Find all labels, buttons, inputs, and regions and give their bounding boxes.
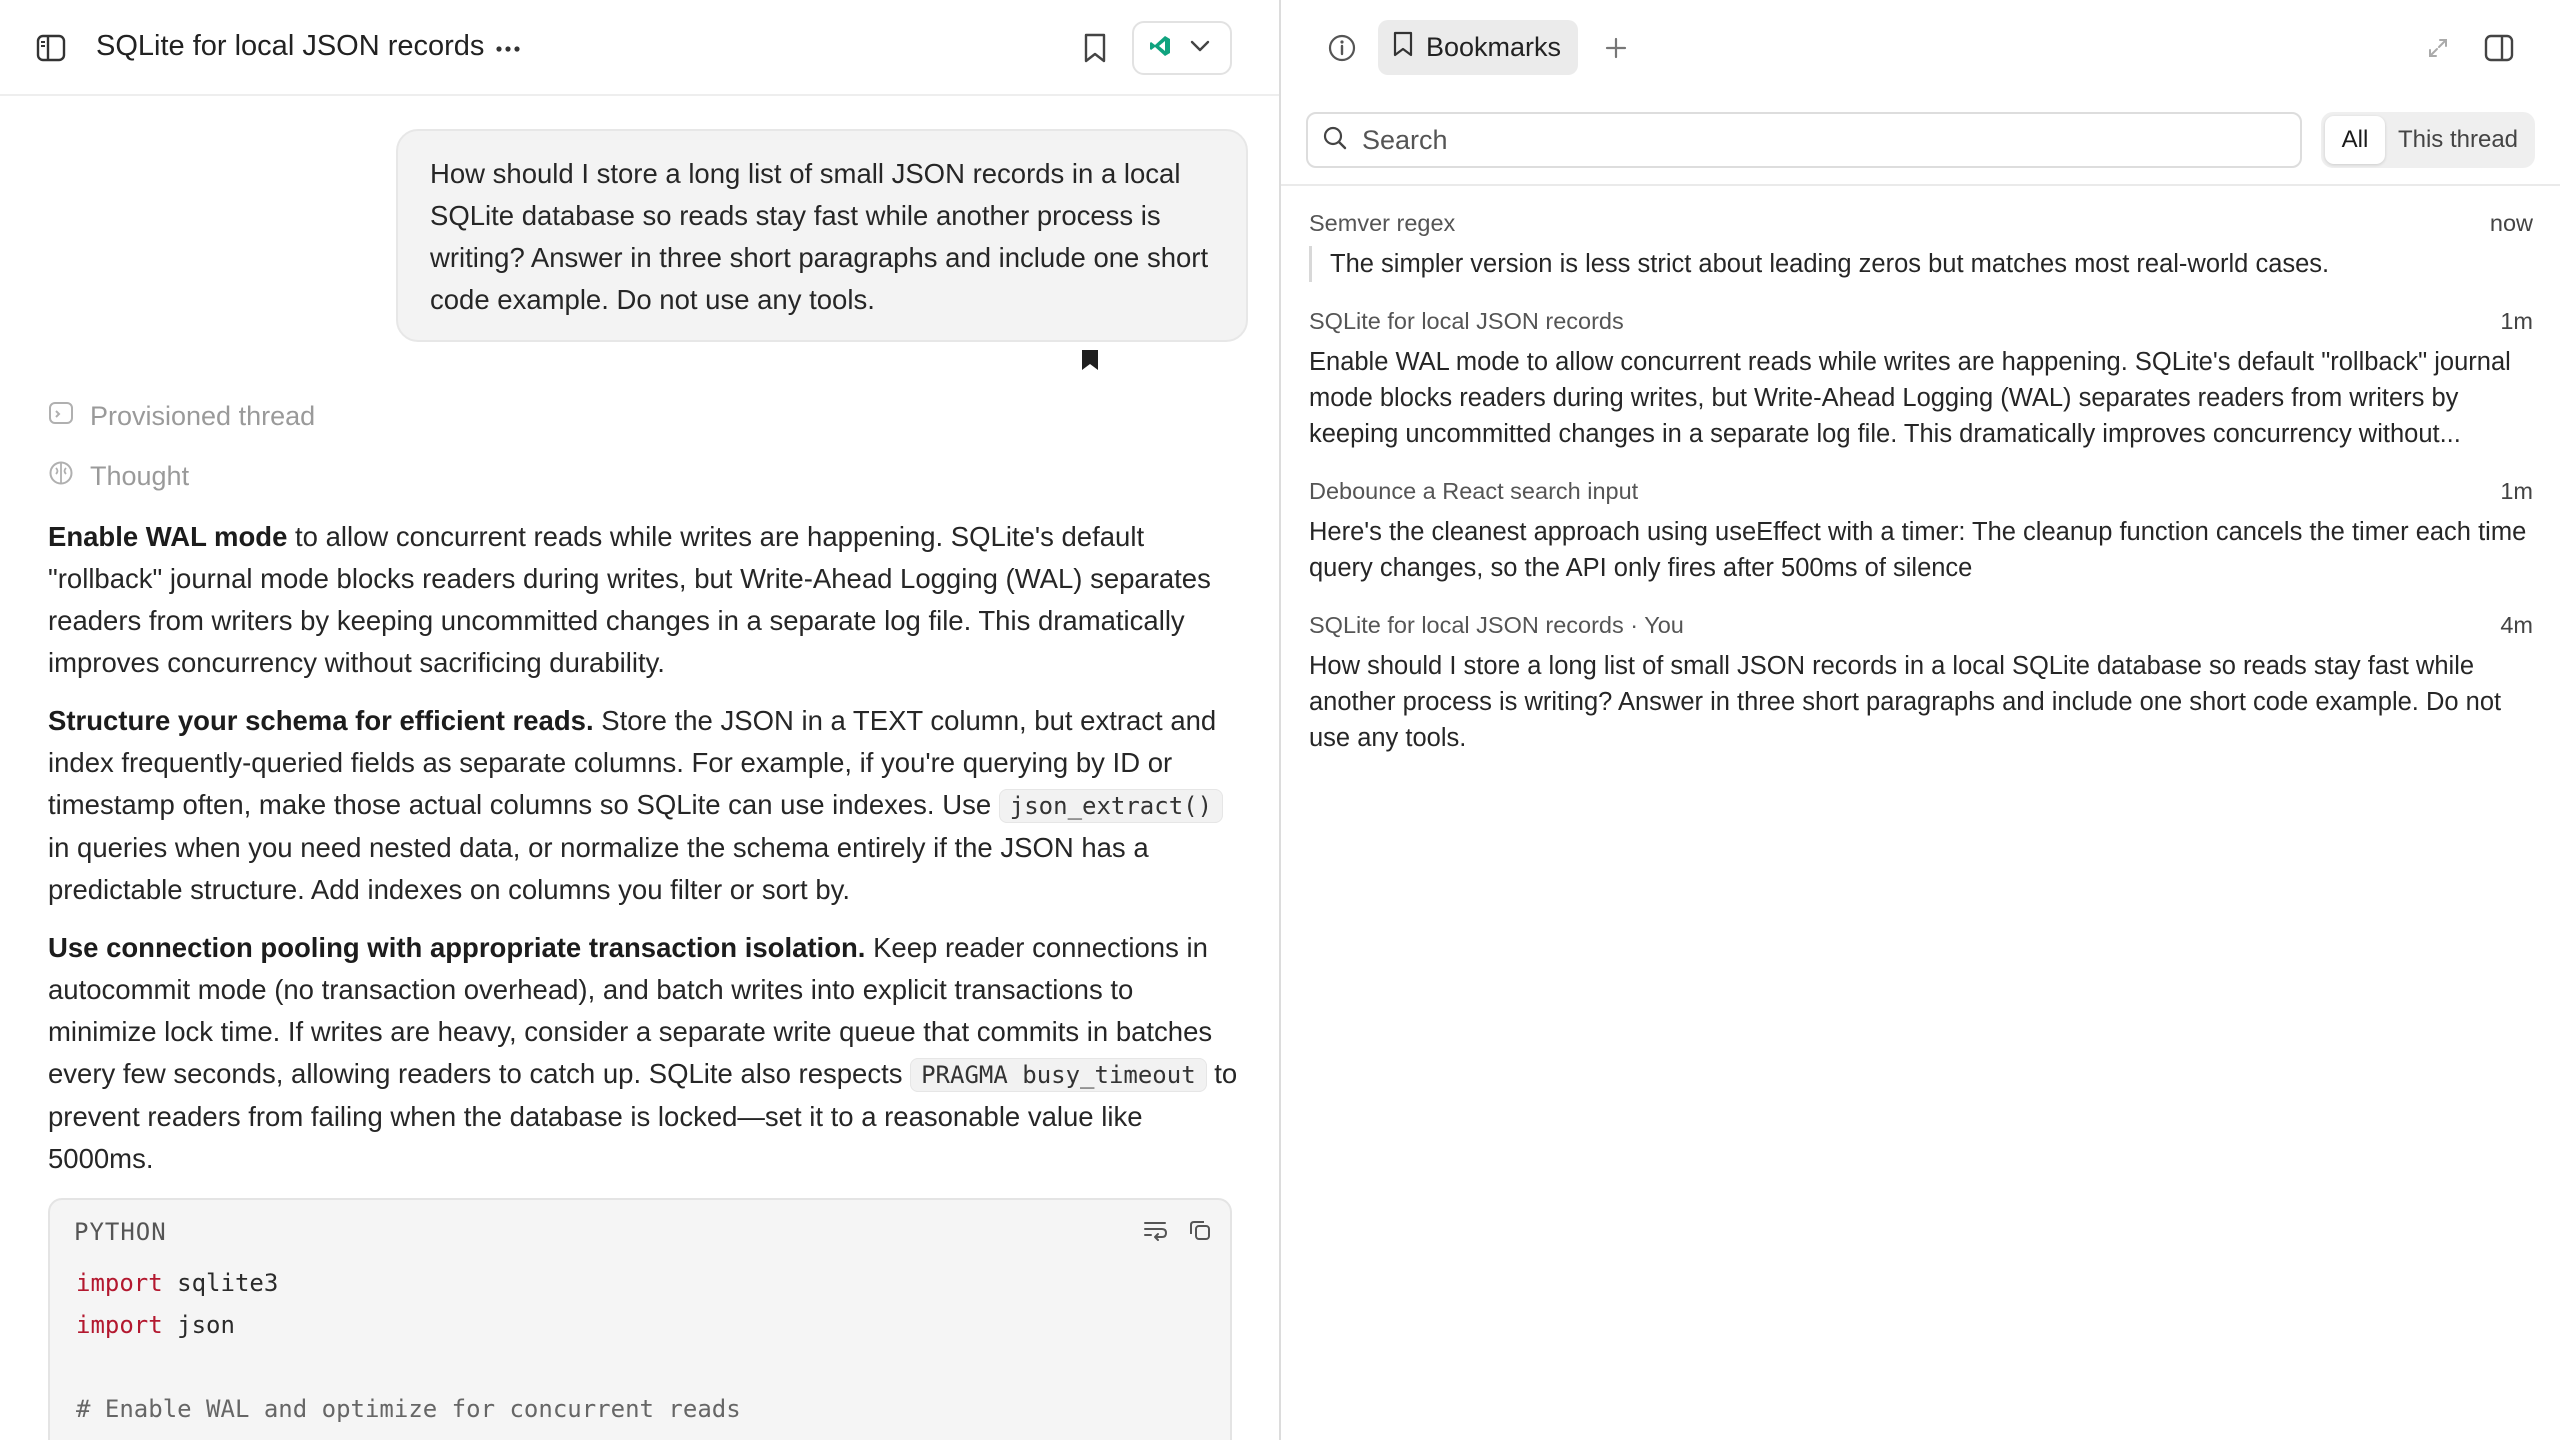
answer-paragraph xyxy=(48,700,1238,911)
info-icon[interactable] xyxy=(1325,31,1359,65)
answer-bold: Use connection pooling with appropriate transaction isolation. xyxy=(48,932,866,963)
code-line xyxy=(76,1346,741,1388)
bookmark-title: Debounce a React search input xyxy=(1309,478,1639,504)
panel-right-icon[interactable] xyxy=(2481,30,2517,66)
vscode-icon xyxy=(1148,34,1172,63)
bookmark-time: now xyxy=(2489,210,2533,236)
code-line xyxy=(76,1262,741,1304)
provisioned-thread-label: Provisioned thread xyxy=(90,401,316,431)
bookmark-icon xyxy=(1392,31,1414,64)
filter-all[interactable]: All xyxy=(2325,116,2385,164)
copy-icon[interactable] xyxy=(1188,1218,1212,1247)
bookmark-filter xyxy=(2321,112,2535,168)
code-keyword: import xyxy=(76,1269,163,1297)
code-block xyxy=(48,1198,1232,1440)
bookmark-title: Semver regex xyxy=(1309,210,1456,236)
provisioned-thread-status[interactable] xyxy=(48,400,315,433)
answer-text: Store the JSON in a TEXT column, but extract and index frequently-queried fields as separate columns. For example, if you're querying by ID or timestamp often, make those actual columns so SQLite can use indexes. Use xyxy=(48,705,1217,820)
thought-label: Thought xyxy=(90,461,190,491)
tab-bookmarks-label: Bookmarks xyxy=(1426,32,1562,62)
chevron-down-icon xyxy=(1190,39,1210,57)
answer-bold: Enable WAL mode xyxy=(48,521,288,552)
answer-text: Keep reader connections in autocommit mode (no transaction overhead), and batch writes into explicit transactions to minimize lock time. If writes are heavy, consider a separate write queue that commits in batches every few seconds, allowing readers to catch up. SQLite also respects xyxy=(48,932,1213,1089)
user-message: How should I store a long list of small JSON records in a local SQLite database so reads stay fast while another process is writing? Answer in three short paragraphs and include one short code example. Do not use any tools. xyxy=(396,129,1248,342)
bookmark-item[interactable] xyxy=(1309,308,2533,452)
bookmark-time: 1m xyxy=(2500,478,2533,504)
assistant-answer xyxy=(48,516,1238,1196)
more-options-icon[interactable] xyxy=(490,34,526,64)
bookmarks-panel xyxy=(1281,0,2560,1440)
panel-header xyxy=(1281,0,2560,96)
page-title: SQLite for local JSON records xyxy=(96,30,485,62)
answer-bold: Structure your schema for efficient reads. xyxy=(48,705,594,736)
clock-icon xyxy=(48,400,74,433)
bookmark-icon[interactable] xyxy=(1080,348,1100,377)
answer-paragraph xyxy=(48,516,1238,684)
sidebar-toggle-icon[interactable] xyxy=(34,31,68,65)
search-input[interactable] xyxy=(1362,125,2262,156)
bookmark-item[interactable] xyxy=(1309,478,2533,586)
bookmark-excerpt: The simpler version is less strict about leading zeros but matches most real-world cases. xyxy=(1309,246,2533,282)
bookmark-item[interactable] xyxy=(1309,612,2533,756)
separator xyxy=(1281,184,2560,186)
code-line xyxy=(76,1388,741,1430)
tab-bookmarks[interactable] xyxy=(1378,20,1578,75)
bookmark-thread-button[interactable] xyxy=(1078,30,1112,66)
search-icon xyxy=(1322,125,1348,156)
code-text: json xyxy=(162,1311,235,1339)
code-text: sqlite3 xyxy=(162,1269,279,1297)
thread-header xyxy=(0,0,1280,96)
code-actions xyxy=(1142,1218,1212,1247)
answer-text: to allow concurrent reads while writes are happening. SQLite's default "rollback" journal mode blocks readers during writes, but Write-Ahead Logging (WAL) separates readers from writers by keeping uncommitted changes in a separate log file. This dramatically improves concurrency without sacrificing durability. xyxy=(48,521,1211,678)
bookmark-excerpt: How should I store a long list of small JSON records in a local SQLite database so reads stay fast while another process is writing? Answer in three short paragraphs and include one short code example. Do not use any tools. xyxy=(1309,652,2502,752)
bookmark-title: SQLite for local JSON records xyxy=(1309,308,1624,334)
search-field[interactable] xyxy=(1306,112,2302,168)
filter-this-thread[interactable]: This thread xyxy=(2397,126,2519,153)
inline-code: json_extract() xyxy=(999,789,1223,823)
bookmark-excerpt: Enable WAL mode to allow concurrent reads while writes are happening. SQLite's default "rollback" journal mode blocks readers during writes, but Write-Ahead Logging (WAL) separates readers from writers by keeping uncommitted changes in a separate log file. This dramatically improves concurrency without... xyxy=(1309,348,2511,448)
bookmark-title: SQLite for local JSON records · You xyxy=(1309,612,1684,638)
bookmark-excerpt: Here's the cleanest approach using useEffect with a timer: The cleanup function cancels the timer each time query changes, so the API only fires after 500ms of silence xyxy=(1309,518,2527,582)
thought-toggle[interactable] xyxy=(48,460,189,493)
bookmark-time: 1m xyxy=(2500,308,2533,334)
answer-text: to prevent readers from failing when the database is locked—set it to a reasonable value like 5000ms. xyxy=(48,1058,1238,1174)
answer-text: in queries when you need nested data, or normalize the schema entirely if the JSON has a predictable structure. Add indexes on columns you filter or sort by. xyxy=(48,832,1149,905)
wrap-lines-icon[interactable] xyxy=(1142,1218,1168,1247)
code-line xyxy=(76,1304,741,1346)
brain-icon xyxy=(48,460,74,493)
bookmark-time: 4m xyxy=(2500,612,2533,638)
inline-code: PRAGMA busy_timeout xyxy=(910,1058,1207,1092)
plus-icon[interactable] xyxy=(1599,31,1633,65)
code-language-label: PYTHON xyxy=(74,1218,167,1246)
code-keyword: import xyxy=(76,1311,163,1339)
expand-icon[interactable] xyxy=(2421,31,2455,65)
code-comment: # Enable WAL and optimize for concurrent reads xyxy=(76,1395,741,1423)
code-content xyxy=(76,1262,741,1430)
bookmark-item[interactable] xyxy=(1309,210,2533,282)
answer-paragraph xyxy=(48,927,1238,1180)
model-selector-button[interactable] xyxy=(1132,21,1232,75)
